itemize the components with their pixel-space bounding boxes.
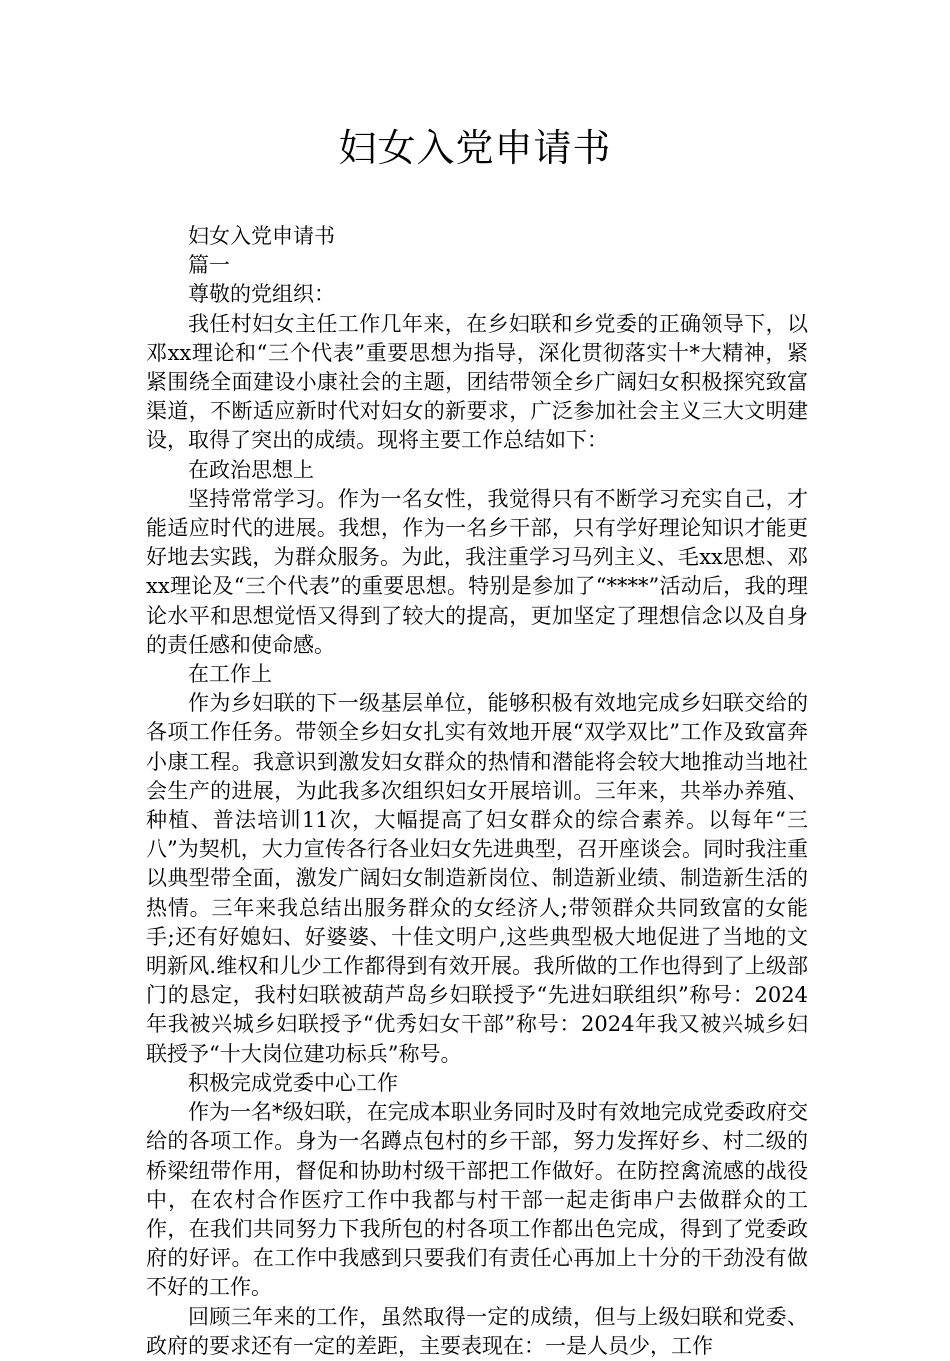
paragraph-subtitle: 妇女入党申请书: [188, 224, 335, 248]
paragraph-salutation: 尊敬的党组织：: [188, 282, 335, 307]
document-body: [146, 222, 808, 1361]
paragraph-party: 作为一名*级妇联，在完成本职业务同时及时有效地完成党委政府交给的各项工作。身为一名蹲点包村的乡干部，努力发挥好乡、村二级的桥梁纽带作用，督促和协助村级干部把工作做好。在防控禽流感的战役中，在农村合作医疗工作中我都与村干部一起走街串户去做群众的工作，在我们共同努力下我所包的村各项工作都出色完成，得到了党委政府的好评。在工作中我感到只要我们有责任心再加上十分的干劲没有做不好的工作。: [146, 1100, 808, 1300]
paragraph-heading-work: 在工作上: [188, 662, 272, 687]
paragraph-review: 回顾三年来的工作，虽然取得一定的成绩，但与上级妇联和党委、政府的要求还有一定的差距，主要表现在：一是人员少，工作: [146, 1304, 808, 1358]
paragraph-work: 作为乡妇联的下一级基层单位，能够积极有效地完成乡妇联交给的各项工作任务。带领全乡妇女扎实有效地开展“双学双比”工作及致富奔小康工程。我意识到激发妇女群众的热情和潜能将会较大地推动当地社会生产的进展，为此我多次组织妇女开展培训。三年来，共举办养殖、种植、普法培训11次，大幅提高了妇女群众的综合素养。以每年“三八”为契机，大力宣传各行各业妇女先进典型，召开座谈会。同时我注重以典型带全面，激发广阔妇女制造新岗位、制造新业绩、制造新生活的热情。三年来我总结出服务群众的女经济人;带领群众共同致富的女能手;还有好媳妇、好婆婆、十佳文明户,这些典型极大地促进了当地的文明新风.维权和儿少工作都得到有效开展。我所做的工作也得到了上级部门的恳定，我村妇联被葫芦岛乡妇联授予“先进妇联组织”称号：2024年我被兴城乡妇联授予“优秀妇女干部”称号：2024年我又被兴城乡妇联授予“十大岗位建功标兵”称号。: [146, 691, 808, 1066]
paragraph-section-label: 篇一: [188, 253, 230, 278]
paragraph-heading-political: 在政治思想上: [188, 457, 314, 482]
paragraph-heading-party: 积极完成党委中心工作: [188, 1070, 398, 1095]
paragraph-political: 坚持常常学习。作为一名女性，我觉得只有不断学习充实自己，才能适应时代的进展。我想，作为一名乡干部，只有学好理论知识才能更好地去实践，为群众服务。为此，我注重学习马列主义、毛xx思想、邓xx理论及“三个代表”的重要思想。特别是参加了“****”活动后，我的理论水平和思想觉悟又得到了较大的提高，更加坚定了理想信念以及自身的责任感和使命感。: [146, 486, 808, 657]
paragraph-intro: 我任村妇女主任工作几年来，在乡妇联和乡党委的正确领导下，以邓xx理论和“三个代表”重要思想为指导，深化贯彻落实十*大精神，紧紧围绕全面建设小康社会的主题，团结带领全乡广阔妇女积极探究致富渠道，不断适应新时代对妇女的新要求，广泛参加社会主义三大文明建设，取得了突出的成绩。现将主要工作总结如下：: [146, 311, 808, 453]
document-title: 妇女入党申请书: [338, 126, 612, 170]
